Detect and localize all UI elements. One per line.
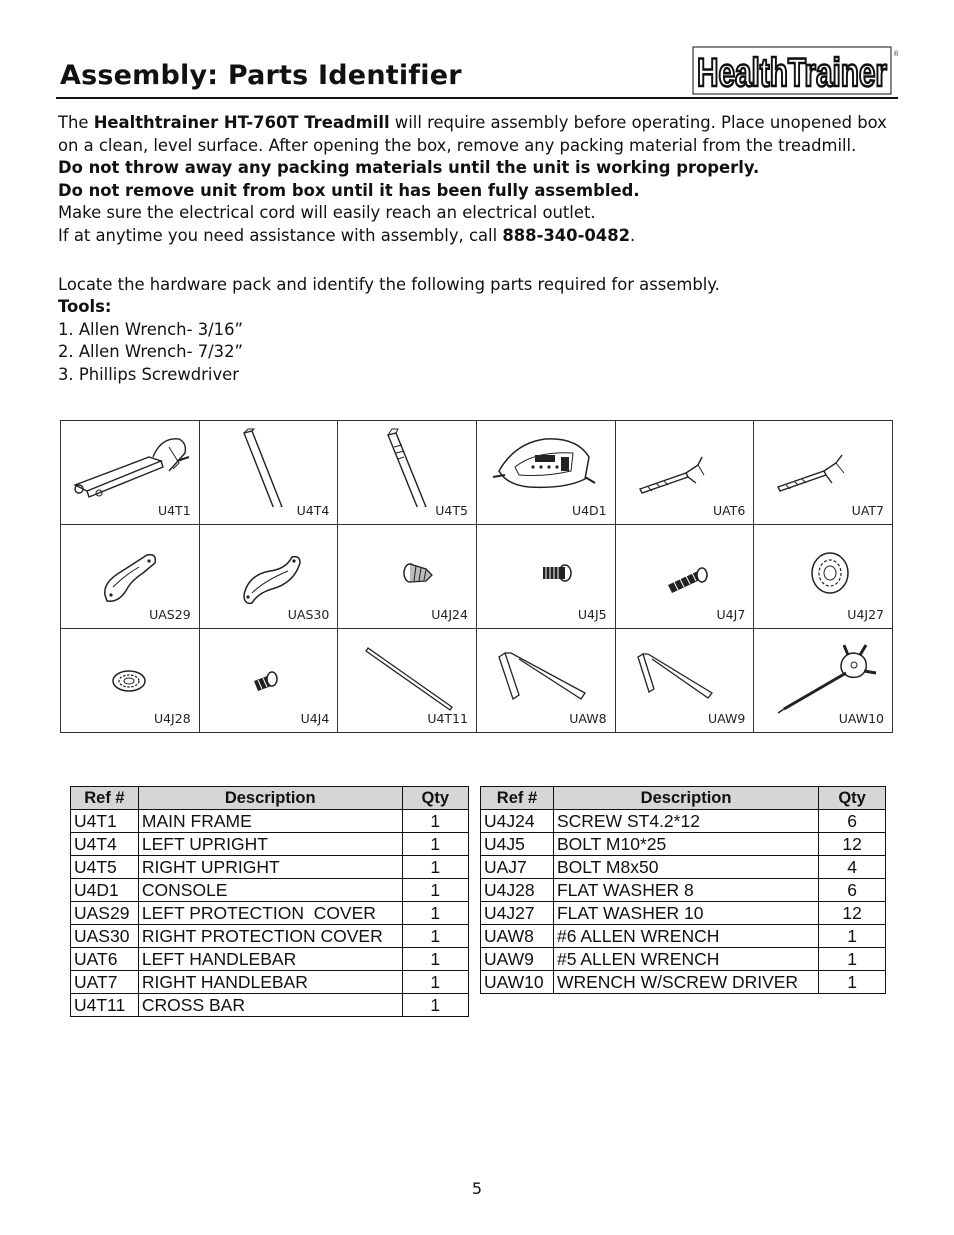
- description-cell: WRENCH W/SCREW DRIVER: [553, 971, 818, 994]
- right-cover-icon: [208, 531, 330, 611]
- ref-header: Ref #: [481, 787, 554, 810]
- part-code: U4J5: [577, 607, 607, 622]
- description-cell: FLAT WASHER 8: [553, 879, 818, 902]
- part-code: U4J27: [847, 607, 884, 622]
- page-title: Assembly: Parts Identifier: [60, 60, 462, 91]
- product-name: Healthtrainer HT-760T Treadmill: [93, 113, 390, 132]
- qty-cell: 1: [819, 948, 886, 971]
- ref-cell: U4T4: [71, 833, 139, 856]
- header-divider: [56, 97, 898, 99]
- ref-header: Ref #: [71, 787, 139, 810]
- part-cell: [476, 525, 615, 629]
- part-cell: [754, 525, 893, 629]
- locate-note: Locate the hardware pack and identify the following parts required for assembly.: [58, 274, 720, 294]
- long-bolt-icon: [624, 531, 746, 611]
- tools-heading: Tools:: [58, 297, 112, 317]
- ref-cell: UAT7: [71, 971, 139, 994]
- main-frame-icon: [69, 427, 191, 507]
- description-cell: CONSOLE: [138, 879, 402, 902]
- qty-cell: 1: [819, 925, 886, 948]
- ref-cell: U4J27: [481, 902, 554, 925]
- qty-cell: 6: [819, 810, 886, 833]
- intro-paragraph: [58, 112, 898, 157]
- part-cell: [61, 421, 200, 525]
- cross-bar-icon: [346, 635, 468, 715]
- svg-text:HealthTrainer: HealthTrainer: [697, 51, 887, 95]
- part-code: UAS30: [287, 607, 330, 622]
- part-code: U4J24: [431, 607, 468, 622]
- assist-suffix: .: [630, 225, 636, 245]
- part-cell: [199, 525, 338, 629]
- part-code: UAT6: [712, 503, 746, 518]
- table-row: [71, 879, 469, 902]
- part-cell: [199, 421, 338, 525]
- part-code: U4T11: [427, 711, 468, 726]
- parts-illustration-grid: [60, 420, 893, 733]
- ref-cell: UAW10: [481, 971, 554, 994]
- part-cell: [754, 421, 893, 525]
- ref-cell: UAS29: [71, 902, 139, 925]
- table-row: [71, 925, 469, 948]
- part-cell: [476, 629, 615, 733]
- tool-item: 1. Allen Wrench- 3/16”: [58, 319, 243, 339]
- description-cell: BOLT M10*25: [553, 833, 818, 856]
- part-code: U4T4: [296, 503, 330, 518]
- part-cell: [61, 629, 200, 733]
- table-row: [71, 948, 469, 971]
- warning-box: Do not remove unit from box until it has been fully assembled.: [58, 180, 640, 200]
- table-row: [71, 833, 469, 856]
- screw-icon: [346, 531, 468, 611]
- warning-packing: Do not throw away any packing materials until the unit is working properly.: [58, 158, 760, 178]
- part-code: UAW9: [707, 711, 746, 726]
- small-washer-icon: [69, 635, 191, 715]
- qty-cell: 12: [819, 902, 886, 925]
- description-cell: LEFT UPRIGHT: [138, 833, 402, 856]
- assist-line: [58, 225, 898, 248]
- tool-item: 3. Phillips Screwdriver: [58, 364, 239, 384]
- intro-text: [58, 112, 898, 387]
- part-code: U4J28: [153, 711, 191, 726]
- part-code: U4D1: [571, 503, 607, 518]
- bolt-icon: [485, 531, 607, 611]
- ref-cell: UAJ7: [481, 856, 554, 879]
- table-row: [71, 810, 469, 833]
- allen-wrench-small-icon: [624, 635, 746, 715]
- qty-cell: 1: [402, 833, 468, 856]
- description-cell: #5 ALLEN WRENCH: [553, 948, 818, 971]
- assist-phone: 888-340-0482: [502, 225, 631, 245]
- part-code: U4J4: [300, 711, 330, 726]
- description-cell: RIGHT PROTECTION COVER: [138, 925, 402, 948]
- parts-table-right: [480, 786, 886, 994]
- ref-cell: U4T5: [71, 856, 139, 879]
- qty-cell: 4: [819, 856, 886, 879]
- part-cell: [338, 525, 477, 629]
- part-code: UAW8: [569, 711, 607, 726]
- page-number: 5: [471, 1179, 483, 1198]
- part-code: U4T1: [157, 503, 191, 518]
- console-icon: [485, 427, 607, 507]
- qty-cell: 6: [819, 879, 886, 902]
- description-cell: LEFT PROTECTION COVER: [138, 902, 402, 925]
- parts-table-left: [70, 786, 469, 1017]
- intro-prefix: The: [58, 113, 94, 132]
- part-code: UAT7: [851, 503, 884, 518]
- left-handlebar-icon: [624, 427, 746, 507]
- qty-header: Qty: [402, 787, 468, 810]
- svg-text:®: ®: [894, 51, 898, 58]
- part-cell: [615, 525, 754, 629]
- allen-wrench-large-icon: [485, 635, 607, 715]
- ref-cell: U4J5: [481, 833, 554, 856]
- qty-cell: 1: [402, 948, 468, 971]
- part-cell: [199, 629, 338, 733]
- tool-item: 2. Allen Wrench- 7/32”: [58, 342, 243, 362]
- part-cell: [476, 421, 615, 525]
- intro-suffix: will require assembly before operating. Place unopened box on a clean, level surface. After opening the box, remove any packing material from the treadmill.: [58, 113, 887, 155]
- ref-cell: U4J28: [481, 879, 554, 902]
- ref-cell: UAW9: [481, 948, 554, 971]
- qty-cell: 12: [819, 833, 886, 856]
- wrench-screwdriver-icon: [762, 635, 884, 715]
- part-code: U4J7: [716, 607, 746, 622]
- part-cell: [615, 629, 754, 733]
- qty-cell: 1: [402, 902, 468, 925]
- description-header: Description: [553, 787, 818, 810]
- qty-cell: 1: [819, 971, 886, 994]
- qty-cell: 1: [402, 971, 468, 994]
- table-row: [481, 856, 886, 879]
- assist-prefix: If at anytime you need assistance with assembly, call: [58, 225, 503, 245]
- table-row: [481, 902, 886, 925]
- healthtrainer-logo: [692, 46, 898, 96]
- ref-cell: U4T11: [71, 994, 139, 1017]
- part-code: UAW10: [838, 711, 884, 726]
- description-cell: #6 ALLEN WRENCH: [553, 925, 818, 948]
- qty-header: Qty: [819, 787, 886, 810]
- table-row: [71, 856, 469, 879]
- large-washer-icon: [762, 531, 884, 611]
- part-cell: [338, 421, 477, 525]
- part-cell: [61, 525, 200, 629]
- description-cell: BOLT M8x50: [553, 856, 818, 879]
- ref-cell: UAW8: [481, 925, 554, 948]
- description-cell: MAIN FRAME: [138, 810, 402, 833]
- qty-cell: 1: [402, 810, 468, 833]
- qty-cell: 1: [402, 994, 468, 1017]
- table-row: [71, 902, 469, 925]
- table-row: [481, 971, 886, 994]
- qty-cell: 1: [402, 925, 468, 948]
- ref-cell: UAS30: [71, 925, 139, 948]
- description-header: Description: [138, 787, 402, 810]
- description-cell: RIGHT UPRIGHT: [138, 856, 402, 879]
- left-upright-icon: [208, 427, 330, 507]
- ref-cell: U4J24: [481, 810, 554, 833]
- part-code: UAS29: [149, 607, 191, 622]
- left-cover-icon: [69, 531, 191, 611]
- part-cell: [338, 629, 477, 733]
- part-cell: [615, 421, 754, 525]
- qty-cell: 1: [402, 856, 468, 879]
- description-cell: FLAT WASHER 10: [553, 902, 818, 925]
- table-row: [481, 925, 886, 948]
- right-handlebar-icon: [762, 427, 884, 507]
- cord-note: Make sure the electrical cord will easily reach an electrical outlet.: [58, 203, 596, 223]
- part-cell: [754, 629, 893, 733]
- ref-cell: UAT6: [71, 948, 139, 971]
- table-row: [71, 971, 469, 994]
- part-code: U4T5: [435, 503, 468, 518]
- ref-cell: U4D1: [71, 879, 139, 902]
- table-row: [481, 833, 886, 856]
- ref-cell: U4T1: [71, 810, 139, 833]
- table-row: [71, 994, 469, 1017]
- qty-cell: 1: [402, 879, 468, 902]
- description-cell: SCREW ST4.2*12: [553, 810, 818, 833]
- table-row: [481, 810, 886, 833]
- description-cell: RIGHT HANDLEBAR: [138, 971, 402, 994]
- description-cell: LEFT HANDLEBAR: [138, 948, 402, 971]
- short-bolt-icon: [208, 635, 330, 715]
- table-row: [481, 948, 886, 971]
- table-row: [481, 879, 886, 902]
- description-cell: CROSS BAR: [138, 994, 402, 1017]
- right-upright-icon: [346, 427, 468, 507]
